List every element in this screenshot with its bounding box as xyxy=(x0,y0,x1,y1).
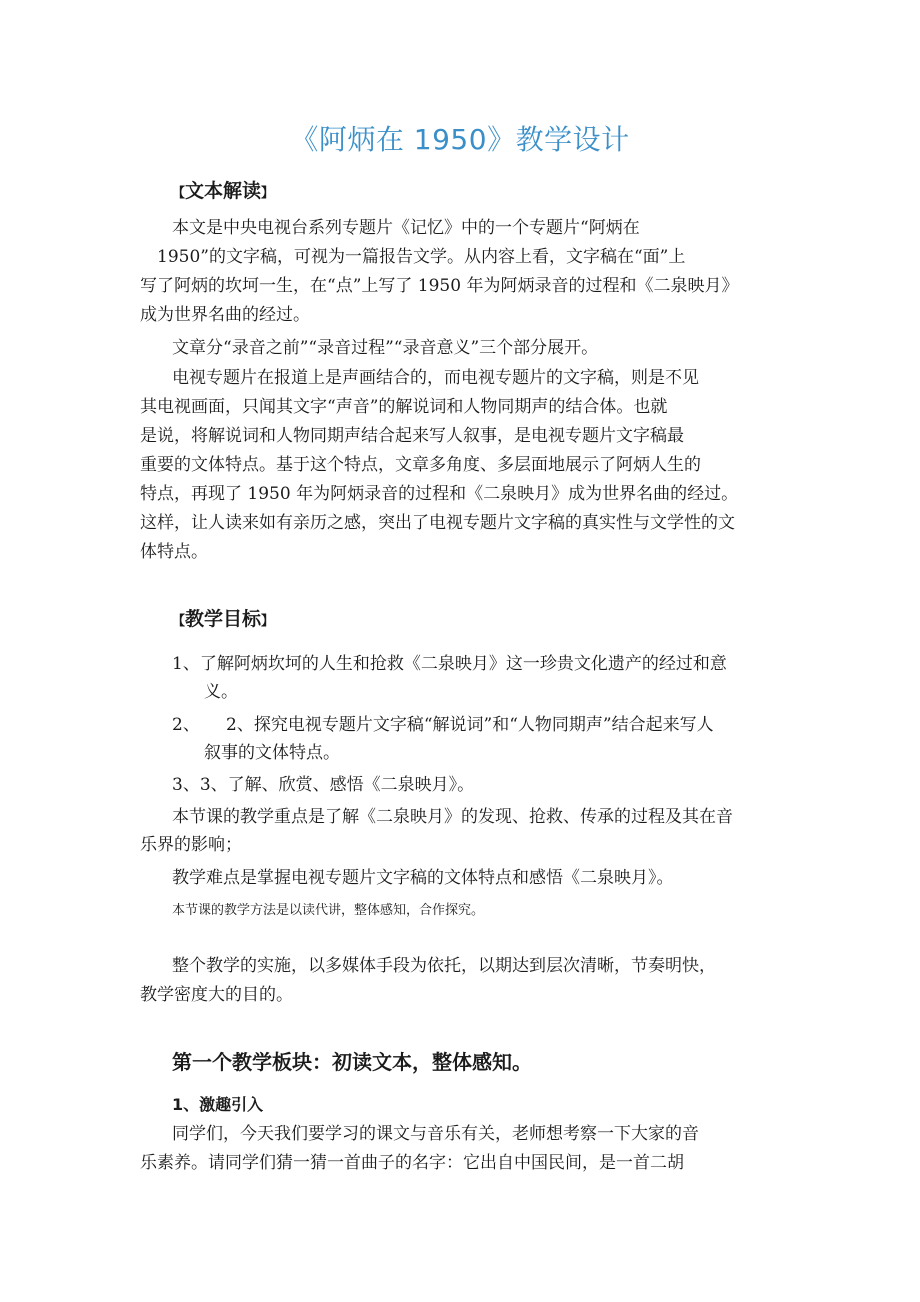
bracket-close: 】 xyxy=(261,614,275,629)
paragraph-line: 教学难点是掌握电视专题片文字稿的文体特点和感悟《二泉映月》。 xyxy=(172,868,674,888)
paragraph-line: 重要的文体特点。基于这个特点，文章多角度、多层面地展示了阿炳人生的 xyxy=(140,455,701,475)
paragraph-line: 1950”的文字稿，可视为一篇报告文学。从内容上看，文字稿在“面”上 xyxy=(157,247,686,267)
paragraph-line: 特点，再现了 1950 年为阿炳录音的过程和《二泉映月》成为世界名曲的经过。 xyxy=(140,484,739,504)
paragraph-line: 体特点。 xyxy=(140,542,208,562)
heading-label: 教学目标 xyxy=(185,608,262,630)
paragraph-line: 本节课的教学方法是以读代讲，整体感知，合作探究。 xyxy=(172,903,485,918)
paragraph-line: 写了阿炳的坎坷一生，在“点”上写了 1950 年为阿炳录音的过程和《二泉映月》 xyxy=(140,276,739,296)
list-item: 1、了解阿炳坎坷的人生和抢救《二泉映月》这一珍贵文化遗产的经过和意 xyxy=(172,654,727,674)
paragraph-line: 成为世界名曲的经过。 xyxy=(140,305,310,325)
list-item: 2、探究电视专题片文字稿“解说词”和“人物同期声”结合起来写人 xyxy=(226,715,714,735)
paragraph-line: 这样，让人读来如有亲历之感，突出了电视专题片文字稿的真实性与文学性的文 xyxy=(140,513,735,533)
paragraph-line: 是说，将解说词和人物同期声结合起来写人叙事，是电视专题片文字稿最 xyxy=(140,426,684,446)
section-heading-goals xyxy=(172,604,274,631)
paragraph-line: 其电视画面，只闻其文字“声音”的解说词和人物同期声的结合体。也就 xyxy=(140,397,668,417)
paragraph-line: 同学们，今天我们要学习的课文与音乐有关，老师想考察一下大家的音 xyxy=(172,1124,699,1144)
paragraph-line: 乐界的影响； xyxy=(140,835,242,855)
list-item: 3、3、了解、欣赏、感悟《二泉映月》。 xyxy=(172,775,475,795)
document-title: 《阿炳在 1950》教学设计 xyxy=(290,123,630,156)
paragraph-line: 整个教学的实施，以多媒体手段为依托，以期达到层次清晰，节奏明快， xyxy=(172,956,716,976)
bracket-open: 【 xyxy=(172,614,186,629)
paragraph-line: 本文是中央电视台系列专题片《记忆》中的一个专题片“阿炳在 xyxy=(172,218,640,238)
list-item-number: 2、 xyxy=(172,715,200,735)
paragraph-line: 本节课的教学重点是了解《二泉映月》的发现、抢救、传承的过程及其在音 xyxy=(172,807,733,827)
bracket-close: 】 xyxy=(261,186,275,201)
list-item-cont: 叙事的文体特点。 xyxy=(204,743,340,763)
paragraph-line: 教学密度大的目的。 xyxy=(140,985,293,1005)
heading-label: 文本解读 xyxy=(185,180,262,202)
block-heading: 第一个教学板块：初读文本，整体感知。 xyxy=(172,1050,532,1074)
list-item-cont: 义。 xyxy=(204,682,238,702)
sub-heading: 1、激趣引入 xyxy=(172,1095,264,1114)
section-heading-text-reading xyxy=(172,176,274,203)
paragraph-line: 电视专题片在报道上是声画结合的，而电视专题片的文字稿，则是不见 xyxy=(172,368,699,388)
bracket-open: 【 xyxy=(172,186,186,201)
paragraph-line: 乐素养。请同学们猜一猜一首曲子的名字：它出自中国民间，是一首二胡 xyxy=(140,1153,684,1173)
paragraph-line: 文章分“录音之前”“录音过程”“录音意义”三个部分展开。 xyxy=(172,338,599,358)
